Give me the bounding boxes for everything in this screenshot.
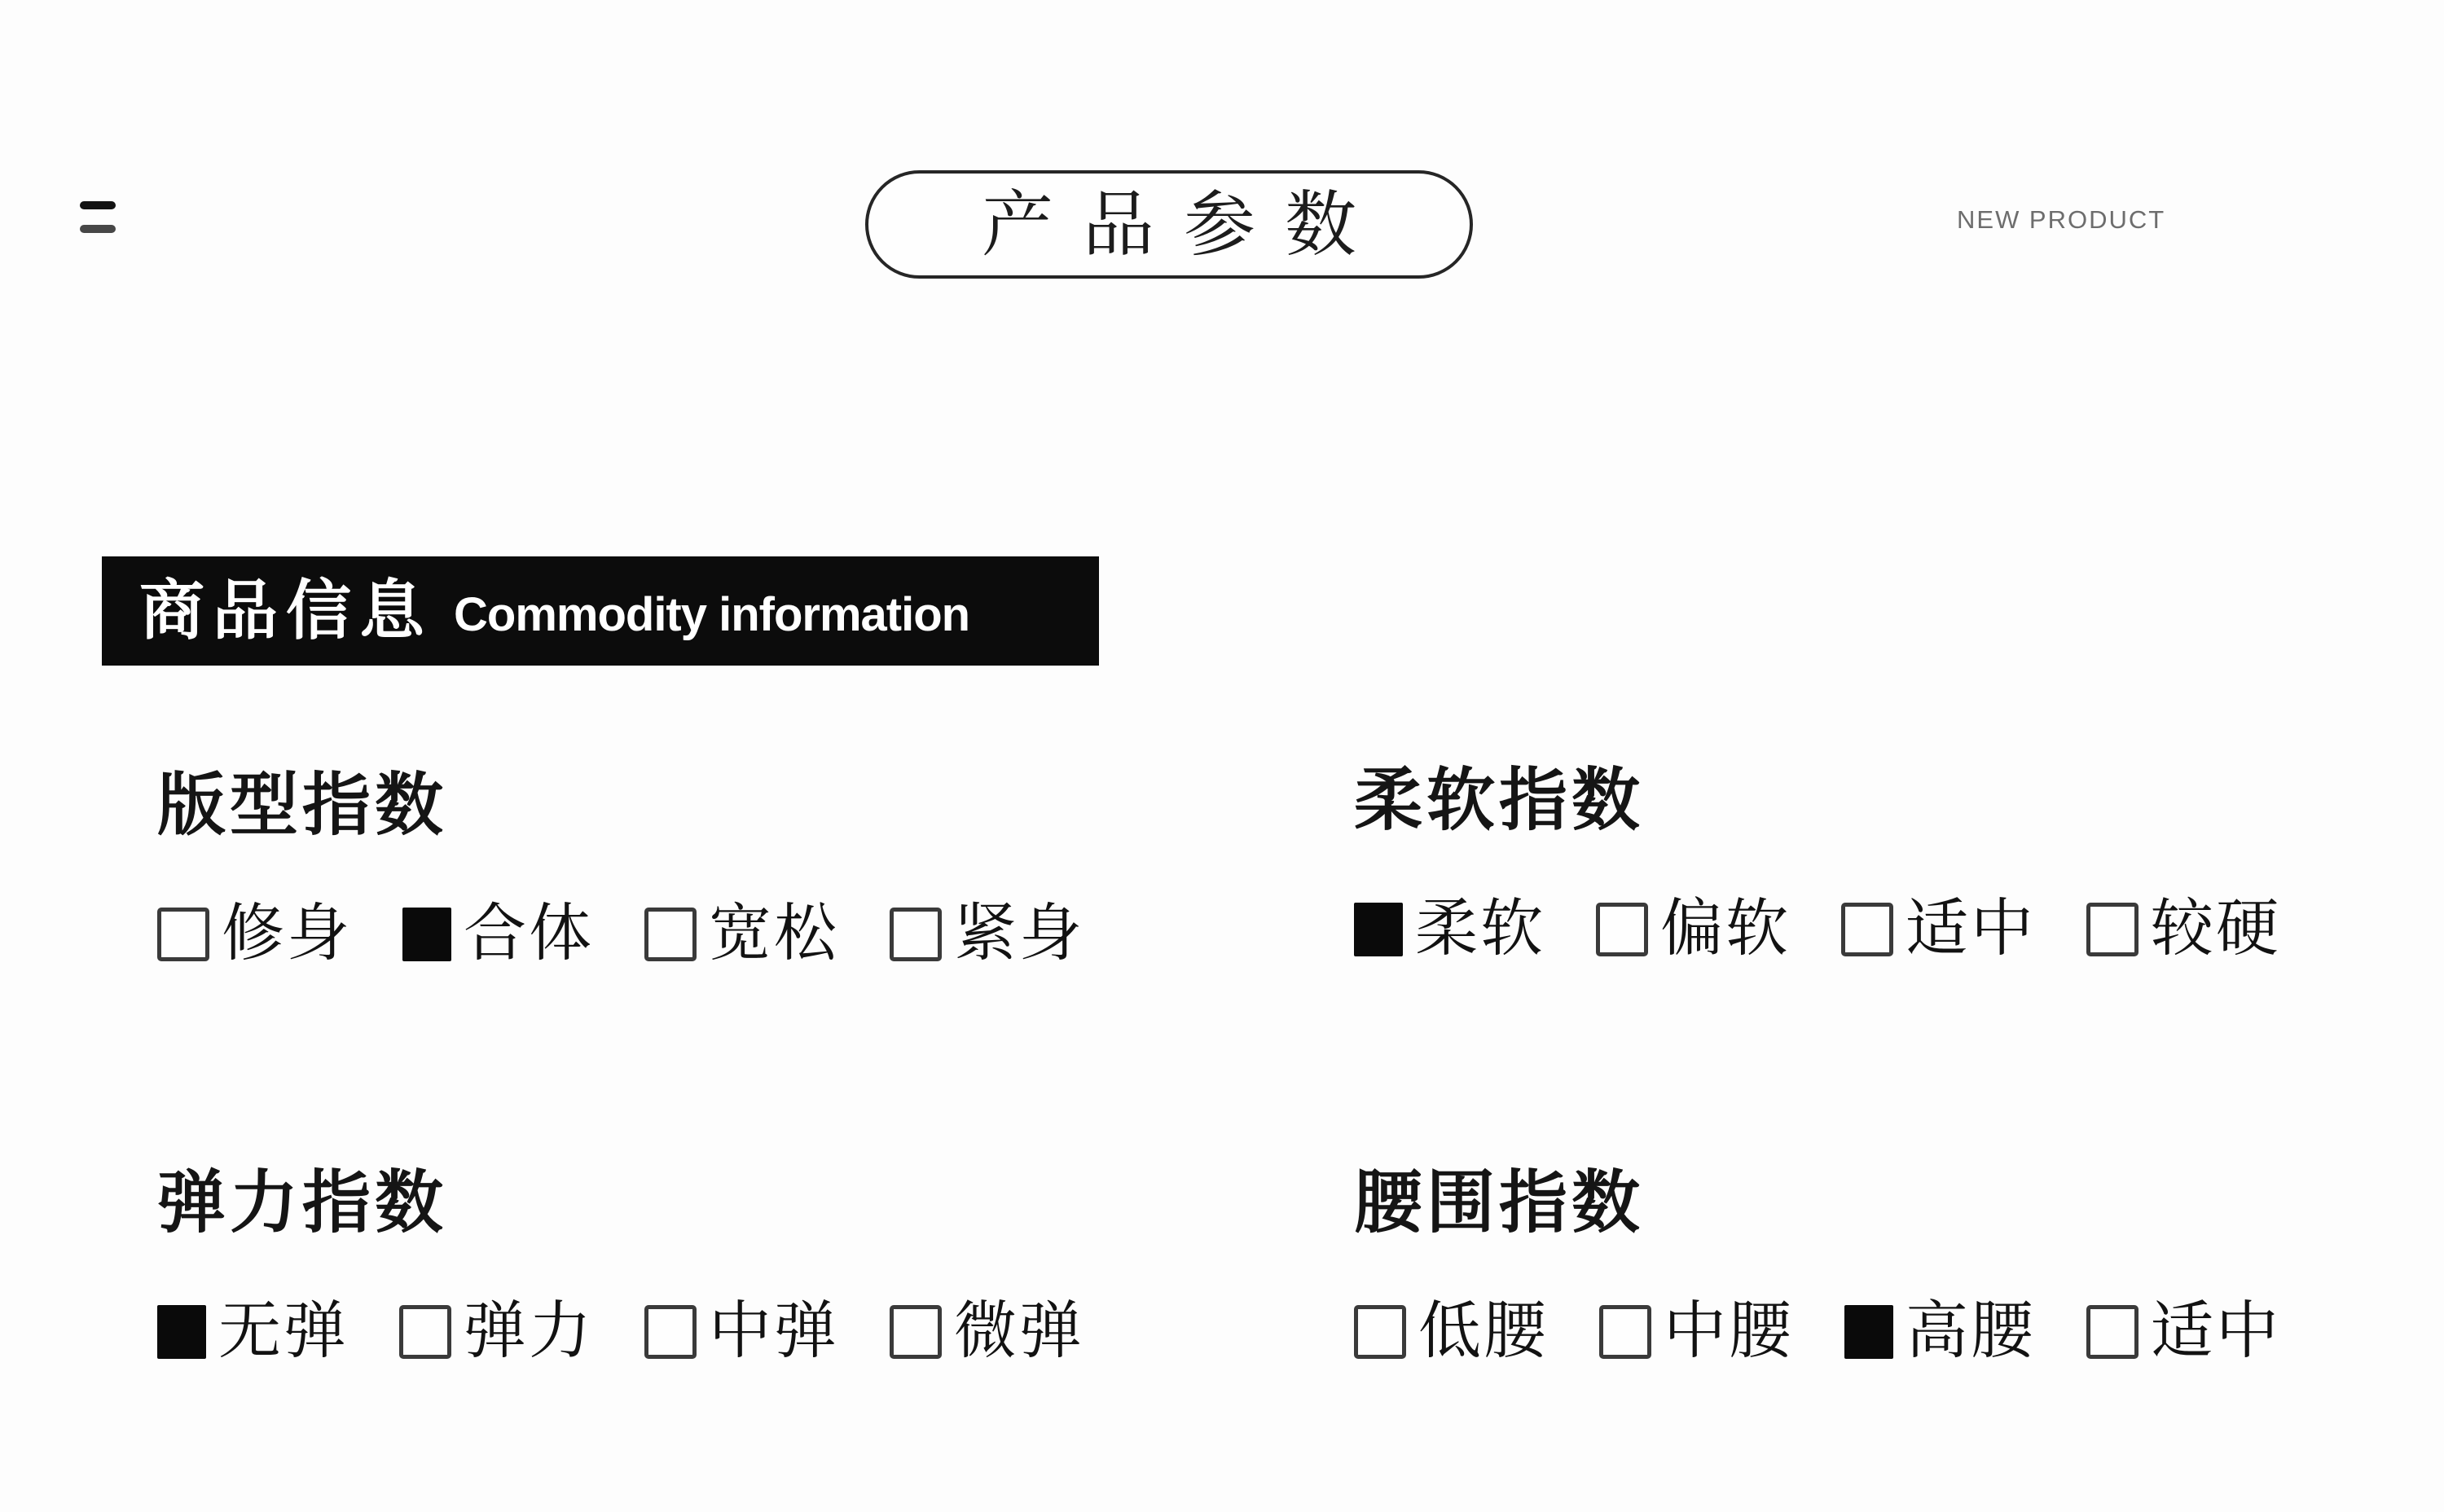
option-label: 高腰 [1906,1296,2036,1366]
option-label: 中腰 [1664,1296,1794,1366]
menu-icon [80,201,116,233]
checkbox-unchecked-icon [890,1305,942,1359]
option-label: 柔软 [1415,894,1545,964]
checkbox-unchecked-icon [1841,903,1893,956]
option-label: 微弹 [954,1296,1084,1366]
options-row [157,1296,1084,1366]
parameter-section [157,1164,1084,1366]
parameter-option [1596,894,1791,964]
parameter-option [2086,894,2281,964]
checkbox-checked-icon [402,908,451,961]
parameter-option [644,1296,839,1366]
checkbox-checked-icon [157,1305,206,1359]
checkbox-unchecked-icon [399,1305,451,1359]
commodity-info-banner [102,556,1099,666]
banner-title-zh: 商品信息 [139,574,433,647]
parameter-option [644,899,839,969]
new-product-label: NEW PRODUCT [1957,205,2166,234]
checkbox-unchecked-icon [890,908,942,961]
page-title-pill [865,170,1473,279]
parameter-option [157,899,352,969]
options-row [157,899,1084,969]
banner-title-en: Commodity information [454,588,970,641]
checkbox-unchecked-icon [644,1305,697,1359]
parameter-option [157,1296,349,1366]
parameter-option [2086,1296,2281,1366]
section-title: 弹力指数 [157,1164,448,1241]
option-label: 紧身 [954,899,1084,969]
checkbox-unchecked-icon [2086,1305,2138,1359]
parameter-option [890,1296,1084,1366]
checkbox-unchecked-icon [1596,903,1648,956]
option-label: 修身 [222,899,352,969]
section-title: 版型指数 [157,767,448,843]
parameter-option [399,1296,594,1366]
parameter-option [1841,894,2036,964]
option-label: 宽松 [709,899,839,969]
checkbox-unchecked-icon [1599,1305,1651,1359]
parameter-section [157,767,1084,969]
parameter-option [402,899,594,969]
option-label: 无弹 [218,1296,349,1366]
parameter-option [1354,1296,1549,1366]
option-label: 合体 [464,899,594,969]
parameter-option [890,899,1084,969]
option-label: 弹力 [464,1296,594,1366]
parameter-option [1599,1296,1794,1366]
options-row [1354,894,2281,964]
parameter-option [1844,1296,2036,1366]
checkbox-checked-icon [1354,903,1403,956]
checkbox-checked-icon [1844,1305,1893,1359]
checkbox-unchecked-icon [644,908,697,961]
option-label: 中弹 [709,1296,839,1366]
option-label: 适中 [1906,894,2036,964]
parameter-section [1354,762,2281,964]
option-label: 偏软 [1660,894,1791,964]
section-title: 腰围指数 [1354,1164,1645,1241]
option-label: 低腰 [1418,1296,1549,1366]
checkbox-unchecked-icon [157,908,209,961]
parameter-section [1354,1164,2281,1366]
option-label: 适中 [2151,1296,2281,1366]
menu-bar-top [80,201,116,209]
checkbox-unchecked-icon [2086,903,2138,956]
options-row [1354,1296,2281,1366]
section-title: 柔软指数 [1354,762,1645,838]
checkbox-unchecked-icon [1354,1305,1406,1359]
option-label: 较硬 [2151,894,2281,964]
menu-bar-bottom [80,225,116,233]
page-title: 产品参数 [981,183,1386,265]
parameter-option [1354,894,1545,964]
